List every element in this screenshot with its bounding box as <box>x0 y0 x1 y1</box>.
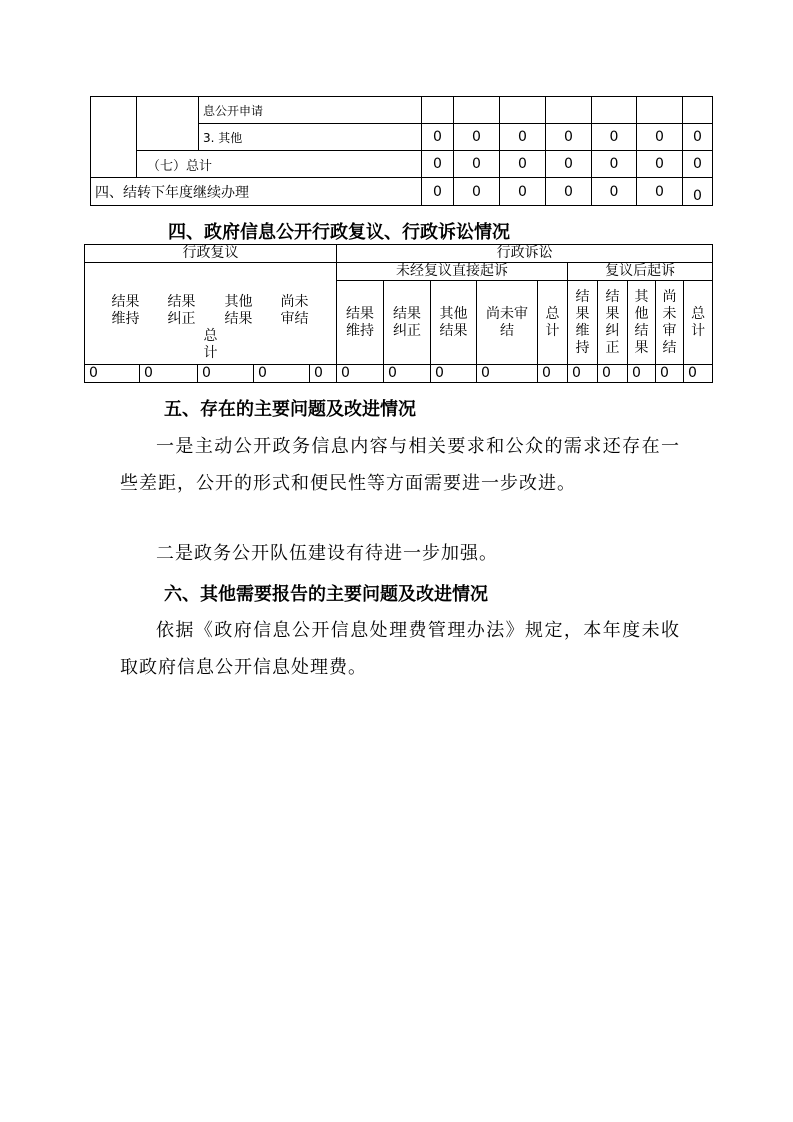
col-header: 尚未审结 <box>477 281 538 365</box>
col-header: 总计 <box>203 327 218 361</box>
value-cell <box>500 97 546 124</box>
value-cell: 0 <box>637 178 683 206</box>
value-cell <box>454 97 500 124</box>
value-cell: 0 <box>140 365 198 383</box>
col-header: 总计 <box>538 281 568 365</box>
value-cell: 0 <box>454 151 500 178</box>
col-header: 其他结果 <box>224 293 253 327</box>
col-header: 结果纠正 <box>167 293 196 327</box>
row-label: 3. 其他 <box>199 124 422 151</box>
col-header: 尚未审结 <box>656 281 684 365</box>
value-cell: 0 <box>684 365 713 383</box>
table-row <box>85 365 713 383</box>
table-row <box>91 178 713 206</box>
value-cell: 0 <box>592 151 637 178</box>
value-cell: 0 <box>568 365 598 383</box>
value-cell: 0 <box>254 365 310 383</box>
section5-paragraph-1: 一是主动公开政务信息内容与相关要求和公众的需求还存在一些差距，公开的形式和便民性等方面需要进一步改进。 <box>120 436 680 494</box>
col-header: 结果纠正 <box>384 281 431 365</box>
admin-review-header: 行政复议 <box>85 245 337 263</box>
value-cell: 0 <box>422 124 454 151</box>
col-header: 其他结果 <box>628 281 656 365</box>
section4-heading: 四、政府信息公开行政复议、行政诉讼情况 <box>168 222 510 243</box>
section5-paragraph-2: 二是政务公开队伍建设有待进一步加强。 <box>156 543 498 564</box>
empty-cell <box>137 97 199 151</box>
request-handling-table <box>90 96 713 206</box>
value-cell: 0 <box>592 178 637 206</box>
value-cell: 0 <box>546 178 592 206</box>
value-cell: 0 <box>546 151 592 178</box>
value-cell: 0 <box>310 365 337 383</box>
col-header: 结果维持 <box>111 293 140 327</box>
value-cell: 0 <box>198 365 254 383</box>
row-label: （七）总计 <box>137 151 422 178</box>
value-cell: 0 <box>683 124 713 151</box>
table-row <box>85 245 713 263</box>
section6-paragraph-1: 依据《政府信息公开信息处理费管理办法》规定，本年度未收取政府信息公开信息处理费。 <box>120 620 680 678</box>
value-cell: 0 <box>656 365 684 383</box>
value-cell <box>592 97 637 124</box>
value-cell: 0 <box>500 124 546 151</box>
value-cell: 0 <box>500 151 546 178</box>
value-cell <box>422 97 454 124</box>
row-label: 息公开申请 <box>199 97 422 124</box>
admin-litigation-header: 行政诉讼 <box>337 245 713 263</box>
value-cell <box>546 97 592 124</box>
section5-heading: 五、存在的主要问题及改进情况 <box>164 399 416 420</box>
section6-heading: 六、其他需要报告的主要问题及改进情况 <box>164 584 488 605</box>
col-header: 结果维持 <box>337 281 384 365</box>
value-cell: 0 <box>538 365 568 383</box>
value-cell: 0 <box>454 178 500 206</box>
col-header: 其他结果 <box>431 281 477 365</box>
value-cell: 0 <box>477 365 538 383</box>
col-header: 总计 <box>684 281 713 365</box>
col-header: 结果维持 <box>568 281 598 365</box>
empty-cell <box>91 97 137 178</box>
value-cell: 0 <box>422 151 454 178</box>
value-cell: 0 <box>422 178 454 206</box>
table-row <box>85 263 713 281</box>
value-cell: 0 <box>598 365 628 383</box>
value-cell <box>637 97 683 124</box>
after-review-header: 复议后起诉 <box>568 263 713 281</box>
review-litigation-table <box>84 244 713 383</box>
value-cell: 0 <box>683 178 713 206</box>
value-cell: 0 <box>454 124 500 151</box>
value-cell: 0 <box>637 124 683 151</box>
value-cell: 0 <box>337 365 384 383</box>
table-row <box>91 151 713 178</box>
value-cell: 0 <box>500 178 546 206</box>
value-cell: 0 <box>85 365 140 383</box>
col-header: 结果纠正 <box>598 281 628 365</box>
value-cell: 0 <box>384 365 431 383</box>
table-row <box>91 97 713 124</box>
direct-suit-header: 未经复议直接起诉 <box>337 263 568 281</box>
col-header: 尚未审结 <box>280 293 309 327</box>
value-cell <box>683 97 713 124</box>
value-cell: 0 <box>592 124 637 151</box>
value-cell: 0 <box>637 151 683 178</box>
value-cell: 0 <box>431 365 477 383</box>
row-label: 四、结转下年度继续办理 <box>91 178 422 206</box>
value-cell: 0 <box>546 124 592 151</box>
value-cell: 0 <box>628 365 656 383</box>
value-cell: 0 <box>683 151 713 178</box>
